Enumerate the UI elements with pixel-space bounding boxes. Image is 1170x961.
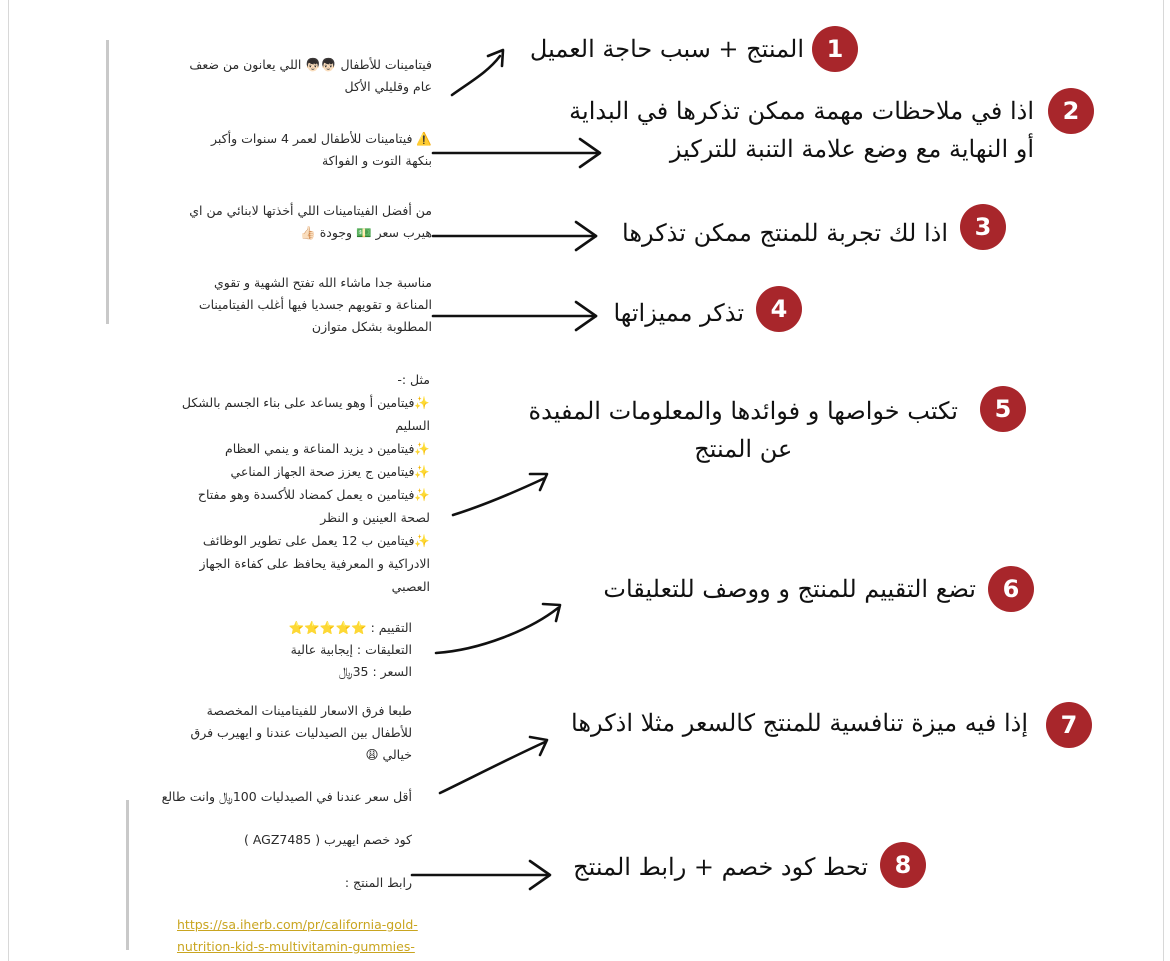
- rating-line: التقييم : ⭐⭐⭐⭐⭐: [288, 620, 412, 635]
- product-link-line[interactable]: https://sa.iherb.com/pr/california-gold-: [177, 917, 418, 932]
- annotation-3: [622, 214, 948, 252]
- step-badge-7: 7: [1046, 702, 1092, 748]
- arrow-1-head: [488, 50, 503, 66]
- post-line: مناسبة جدا ماشاء الله تفتح الشهية و تقوي: [214, 275, 432, 290]
- post-line: أقل سعر عندنا في الصيدليات 100﷼ وانت طالع: [161, 789, 412, 804]
- annotation-1: [530, 30, 804, 68]
- annotation-2: [569, 92, 1034, 168]
- post-line: ⚠️ فيتامينات للأطفال لعمر 4 سنوات وأكبر: [211, 131, 432, 146]
- post-line: ✨فيتامين ه يعمل كمضاد للأكسدة وهو مفتاح: [197, 487, 430, 502]
- comments-line: التعليقات : إيجابية عالية: [290, 642, 412, 657]
- product-link-line[interactable]: nutrition-kid-s-multivitamin-gummies-: [177, 939, 415, 954]
- annotation-6: [603, 570, 976, 608]
- coupon-code: كود خصم ايهيرب ( AGZ7485 ): [243, 832, 412, 847]
- post-line: ✨فيتامين ج يعزز صحة الجهاز المناعي: [230, 464, 430, 479]
- annotation-line: تكتب خواصها و فوائدها والمعلومات المفيدة: [528, 397, 958, 425]
- annotation-line: تذكر مميزاتها: [613, 299, 744, 327]
- post-line: فيتامينات للأطفال 👦🏻👦🏻 اللي يعانون من ضعف: [189, 57, 432, 72]
- post-line: المناعة و تقويهم جسديا فيها أغلب الفيتامينات: [198, 297, 432, 312]
- annotation-8: [573, 848, 868, 886]
- post-line: خيالي 😩: [365, 747, 412, 762]
- annotation-line: تحط كود خصم + رابط المنتج: [573, 853, 868, 881]
- post-line: عام وقليلي الأكل: [344, 79, 432, 94]
- step-badge-2: 2: [1048, 88, 1094, 134]
- annotation-line: عن المنتج: [694, 435, 793, 463]
- post-line: رابط المنتج :: [344, 875, 412, 890]
- post-line: الادراكية و المعرفية يحافظ على كفاءة الجهاز: [199, 556, 430, 571]
- post-line: ✨فيتامين ب 12 يعمل على تطوير الوظائف: [202, 533, 430, 548]
- price-line: السعر : 35﷼: [338, 664, 412, 679]
- arrow-1: [452, 56, 500, 95]
- annotation-line: اذا في ملاحظات مهمة ممكن تذكرها في البداية: [569, 97, 1034, 125]
- arrow-5: [453, 478, 545, 515]
- annotation-line: المنتج + سبب حاجة العميل: [529, 35, 804, 63]
- annotation-line: تضع التقييم للمنتج و ووصف للتعليقات: [603, 575, 976, 603]
- step-badge-4: 4: [756, 286, 802, 332]
- annotation-4: [613, 294, 744, 332]
- arrow-7: [440, 742, 545, 793]
- step-badge-8: 8: [880, 842, 926, 888]
- post-line: ✨فيتامين أ وهو يساعد على بناء الجسم بالشكل: [181, 395, 430, 410]
- post-line: طبعا فرق الاسعار للفيتامينات المخصصة: [206, 703, 412, 718]
- annotation-line: اذا لك تجربة للمنتج ممكن تذكرها: [622, 219, 948, 247]
- post-line: هيرب سعر 💵 وجودة 👍🏻: [300, 225, 432, 240]
- step-badge-6: 6: [988, 566, 1034, 612]
- post-line: للأطفال بين الصيدليات عندنا و ايهيرب فرق: [190, 725, 412, 740]
- annotation-5: [529, 392, 958, 468]
- annotation-line: إذا فيه ميزة تنافسية للمنتج كالسعر مثلا اذكرها: [571, 709, 1028, 737]
- step-badge-1: 1: [812, 26, 858, 72]
- post-line: المطلوبة بشكل متوازن: [311, 319, 432, 334]
- post-line: بنكهة التوت و الفواكة: [321, 153, 432, 168]
- annotation-line: أو النهاية مع وضع علامة التنبة للتركيز: [669, 135, 1034, 163]
- post-line: ✨فيتامين د يزيد المناعة و ينمي العظام: [225, 441, 430, 456]
- step-badge-5: 5: [980, 386, 1026, 432]
- post-line: لصحة العينين و النظر: [320, 510, 430, 525]
- post-line: من أفضل الفيتامينات اللي أخذتها لابنائي من اي: [189, 203, 432, 218]
- post-line: مثل :-: [397, 372, 430, 387]
- post-line: السليم: [395, 418, 430, 433]
- step-badge-3: 3: [960, 204, 1006, 250]
- post-line: العصبي: [391, 579, 430, 594]
- arrow-6: [436, 608, 558, 653]
- annotation-7: [571, 704, 1028, 742]
